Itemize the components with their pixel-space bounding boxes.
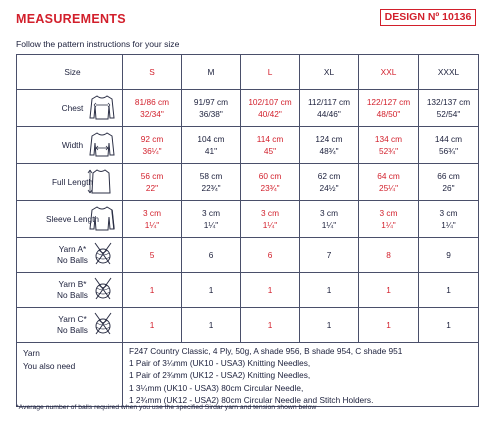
row-label: Chest <box>61 102 84 113</box>
measurement-value: 60 cm 23¾" <box>241 164 300 201</box>
measurement-value: 114 cm 45" <box>241 127 300 164</box>
ball-count: 1 <box>359 308 419 343</box>
measurement-row-width <box>17 127 479 164</box>
need-item: 1 Pair of 2¾mm (UK12 - USA2) Knitting Needles, <box>129 370 311 381</box>
ball-count: 1 <box>241 273 300 308</box>
row-label: Width <box>61 139 84 150</box>
row-label-cell <box>17 201 123 238</box>
size-column-header: XXXL <box>419 55 479 90</box>
row-label: Sleeve Length <box>45 213 100 224</box>
need-item: 1 3¼mm (UK10 - USA3) 80cm Circular Needle, <box>129 382 304 393</box>
measurement-value: 56 cm 22" <box>123 164 182 201</box>
ball-count: 1 <box>182 273 241 308</box>
row-label-cell <box>17 127 123 164</box>
size-label-cell <box>17 55 123 90</box>
measurement-value: 3 cm 1¼" <box>359 201 419 238</box>
row-label-cell <box>17 90 123 127</box>
measurement-value: 3 cm 1¼" <box>123 201 182 238</box>
measurement-value: 112/117 cm 44/46" <box>300 90 359 127</box>
measurement-value: 91/97 cm 36/38" <box>182 90 241 127</box>
row-label-cell <box>17 238 123 273</box>
you-also-need-label: You also need <box>23 361 76 371</box>
size-column-header: M <box>182 55 241 90</box>
ball-count: 1 <box>359 273 419 308</box>
size-column-header: S <box>123 55 182 90</box>
measurement-value: 3 cm 1¼" <box>182 201 241 238</box>
need-item: 1 2¾mm (UK12 - USA2) 80cm Circular Needle and Stitch Holders. <box>129 394 374 405</box>
row-label: Yarn A* No Balls <box>57 244 88 265</box>
ball-count: 1 <box>123 308 182 343</box>
materials-row <box>17 343 479 407</box>
row-label: Full Length <box>51 176 94 187</box>
size-header-row <box>17 55 479 90</box>
ball-count: 1 <box>300 273 359 308</box>
size-label: Size <box>64 66 81 77</box>
yarn-row-a <box>17 238 479 273</box>
measurement-value: 66 cm 26" <box>419 164 479 201</box>
measurement-value: 102/107 cm 40/42" <box>241 90 300 127</box>
yarn-spec: F247 Country Classic, 4 Ply, 50g, A shade 956, B shade 954, C shade 951 <box>129 346 403 356</box>
yarn-ball-needles-icon <box>90 311 116 339</box>
ball-count: 1 <box>419 273 479 308</box>
measurement-value: 62 cm 24½" <box>300 164 359 201</box>
need-item: 1 Pair of 3¼mm (UK10 - USA3) Knitting Needles, <box>129 358 311 369</box>
size-column-header: XL <box>300 55 359 90</box>
page-title: MEASUREMENTS <box>16 12 126 26</box>
size-column-header: L <box>241 55 300 90</box>
row-label-cell <box>17 273 123 308</box>
measurement-value: 134 cm 52¾" <box>359 127 419 164</box>
measurement-value: 132/137 cm 52/54" <box>419 90 479 127</box>
ball-count: 7 <box>300 238 359 273</box>
row-label: Yarn B* No Balls <box>57 279 88 300</box>
sleeve-length-icon <box>88 204 116 234</box>
row-label-cell <box>17 164 123 201</box>
instructions-subtitle: Follow the pattern instructions for your size <box>16 39 180 49</box>
materials-info-cell <box>123 343 479 407</box>
measurement-value: 64 cm 25¼" <box>359 164 419 201</box>
ball-count: 1 <box>241 308 300 343</box>
sweater-length-icon <box>86 166 116 198</box>
ball-count: 8 <box>359 238 419 273</box>
measurement-value: 3 cm 1¼" <box>241 201 300 238</box>
size-column-header: XXL <box>359 55 419 90</box>
measurement-value: 104 cm 41" <box>182 127 241 164</box>
ball-count: 1 <box>182 308 241 343</box>
yarn-row-b <box>17 273 479 308</box>
yarn-row-c <box>17 308 479 343</box>
measurement-row-full-length <box>17 164 479 201</box>
measurements-table <box>16 54 479 407</box>
measurement-row-sleeve-length <box>17 201 479 238</box>
ball-count: 1 <box>300 308 359 343</box>
footnote: *Average number of balls required when you use the specified Sirdar yarn and tension shown below <box>16 404 317 411</box>
measurement-value: 58 cm 22¾" <box>182 164 241 201</box>
sweater-width-icon <box>88 130 116 160</box>
row-label-cell <box>17 308 123 343</box>
materials-label-cell <box>17 343 123 407</box>
ball-count: 6 <box>182 238 241 273</box>
yarn-label: Yarn <box>23 348 40 358</box>
ball-count: 9 <box>419 238 479 273</box>
ball-count: 6 <box>241 238 300 273</box>
measurement-value: 122/127 cm 48/50" <box>359 90 419 127</box>
row-label: Yarn C* No Balls <box>57 314 88 335</box>
design-number-badge: DESIGN Nº 10136 <box>380 9 476 26</box>
measurement-value: 3 cm 1¼" <box>419 201 479 238</box>
measurement-value: 124 cm 48¾" <box>300 127 359 164</box>
ball-count: 1 <box>123 273 182 308</box>
yarn-ball-needles-icon <box>90 276 116 304</box>
ball-count: 5 <box>123 238 182 273</box>
yarn-ball-needles-icon <box>90 241 116 269</box>
measurement-row-chest <box>17 90 479 127</box>
measurement-value: 92 cm 36¼" <box>123 127 182 164</box>
ball-count: 1 <box>419 308 479 343</box>
measurement-value: 144 cm 56¾" <box>419 127 479 164</box>
sweater-chest-icon <box>88 93 116 123</box>
measurement-value: 81/86 cm 32/34" <box>123 90 182 127</box>
measurement-value: 3 cm 1¼" <box>300 201 359 238</box>
